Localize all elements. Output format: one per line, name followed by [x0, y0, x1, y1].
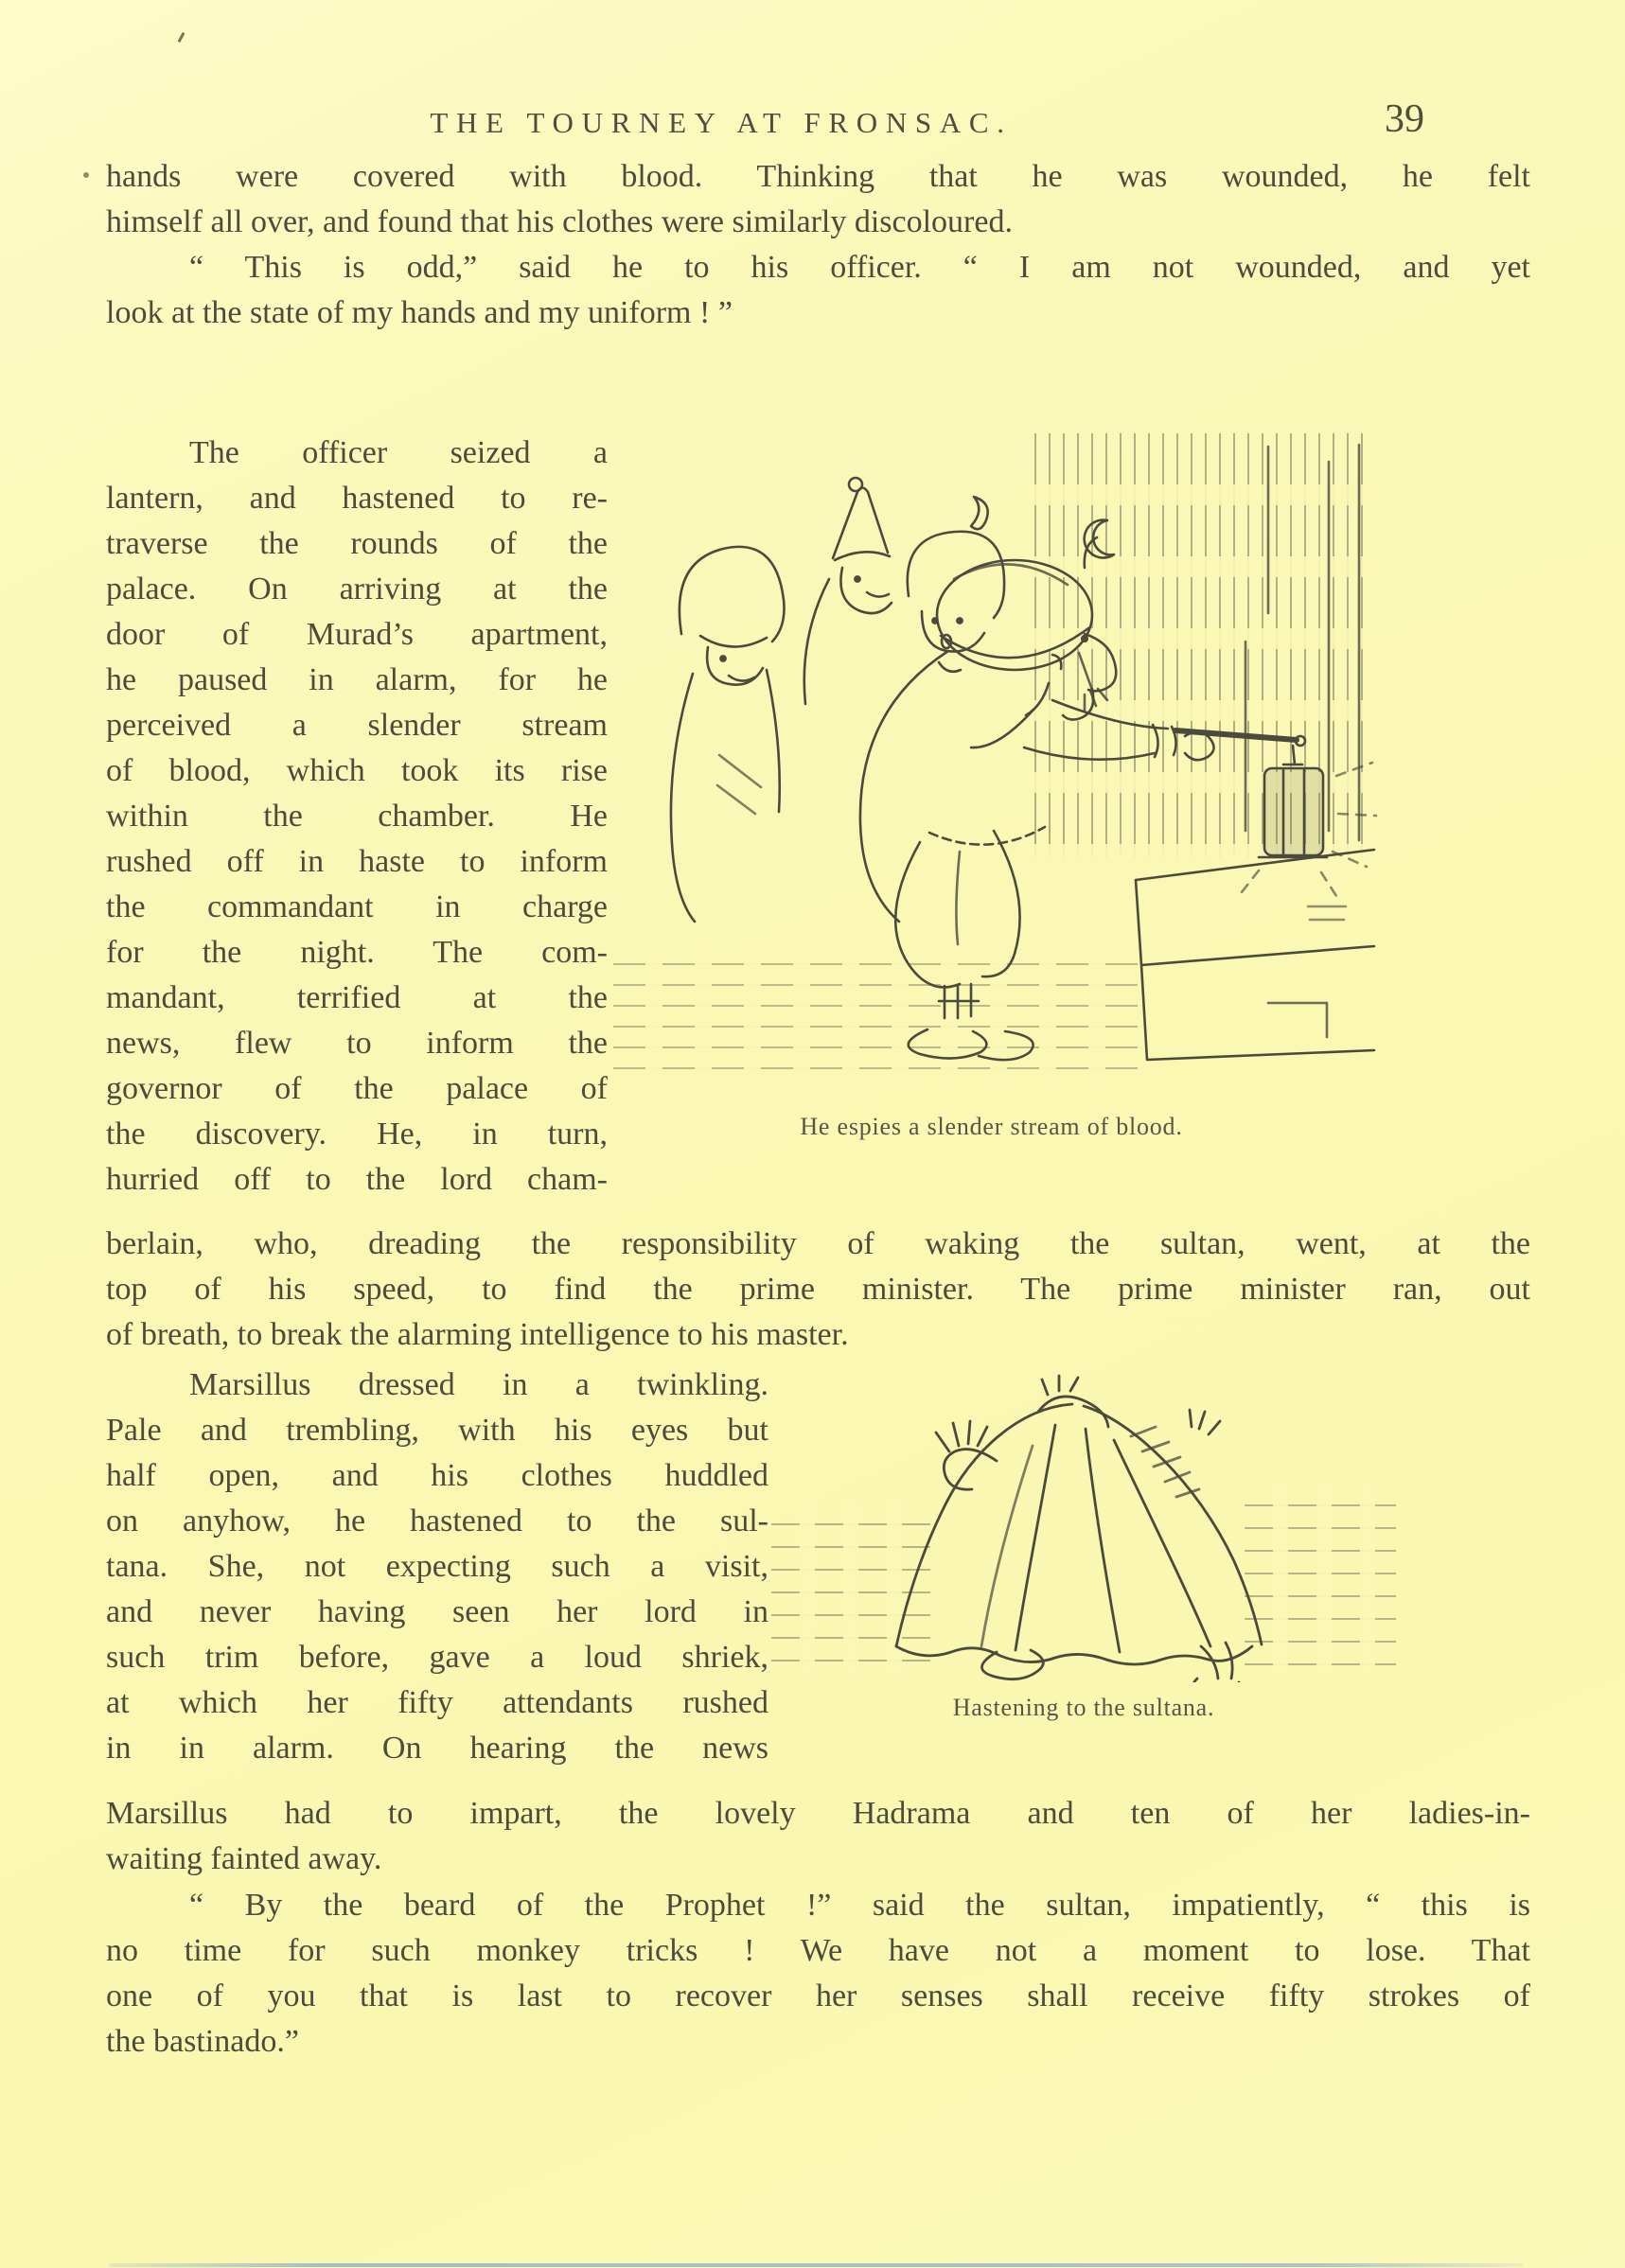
text-line: “ This is odd,” said he to his officer. “ I am not wounded, and yet — [189, 250, 1530, 285]
text-line: traverse the rounds of the — [106, 526, 608, 561]
text-line: one of you that is last to recover her senses shall receive fifty strokes of — [106, 1978, 1530, 2013]
text-line: half open, and his clothes huddled — [106, 1458, 768, 1493]
text-line: perceived a slender stream — [106, 708, 608, 743]
running-header-title: THE TOURNEY AT FRONSAC. — [430, 106, 1013, 139]
text-line: mandant, terrified at the — [106, 980, 608, 1015]
text-line: within the chamber. He — [106, 799, 608, 834]
illustration-lantern-drawing — [606, 433, 1377, 1101]
text-line: at which her fifty attendants rushed — [106, 1685, 768, 1720]
text-line: the commandant in charge — [106, 889, 608, 924]
paragraph-2 — [106, 245, 1530, 336]
text-line: news, flew to inform the — [106, 1026, 608, 1061]
engraving-figure — [771, 1370, 1396, 1682]
text-line: door of Murad’s apartment, — [106, 617, 608, 652]
text-line: hands were covered with blood. Thinking that he was wounded, he felt — [106, 159, 1530, 194]
illustration-lantern-scene — [606, 433, 1377, 1141]
text-line: rushed off in haste to inform — [106, 844, 608, 879]
text-line: on anyhow, he hastened to the sul- — [106, 1503, 768, 1538]
text-line: The officer seized a — [189, 435, 608, 470]
text-line: of blood, which took its rise — [106, 753, 608, 788]
illustration-running-drawing — [771, 1370, 1396, 1682]
illustration-running-scene — [771, 1370, 1396, 1722]
figure-2-caption: Hastening to the sultana. — [952, 1694, 1215, 1721]
text-line: himself all over, and found that his clothes were similarly discoloured. — [106, 204, 1013, 239]
paragraph-4-left-column — [106, 1363, 768, 1771]
text-line: such trim before, gave a loud shriek, — [106, 1640, 768, 1675]
ink-speck — [178, 32, 185, 43]
paragraph-4-full-width — [106, 1791, 1530, 1882]
text-line: and never having seen her lord in — [106, 1594, 768, 1629]
text-line: berlain, who, dreading the responsibility of waking the sultan, went, at the — [106, 1226, 1530, 1261]
text-line: governor of the palace of — [106, 1071, 608, 1106]
text-line: look at the state of my hands and my uniform ! ” — [106, 295, 733, 330]
text-line: tana. She, not expecting such a visit, — [106, 1549, 768, 1584]
paragraph-1 — [106, 154, 1530, 245]
text-line: waiting fainted away. — [106, 1841, 382, 1876]
page-number: 39 — [1385, 97, 1424, 141]
text-line: of breath, to break the alarming intelligence to his master. — [106, 1317, 849, 1352]
paragraph-3-full-width — [106, 1222, 1530, 1358]
text-line: Pale and trembling, with his eyes but — [106, 1413, 768, 1448]
text-line: palace. On arriving at the — [106, 571, 608, 607]
figure-1-caption: He espies a slender stream of blood. — [800, 1113, 1183, 1140]
text-line: for the night. The com- — [106, 935, 608, 970]
text-line: no time for such monkey tricks ! We have not a moment to lose. That — [106, 1933, 1530, 1968]
engraving-figures — [606, 433, 1377, 1101]
text-line: in in alarm. On hearing the news — [106, 1731, 768, 1766]
scan-edge-line — [109, 2263, 1524, 2267]
text-line: “ By the beard of the Prophet !” said the sultan, impatiently, “ this is — [189, 1888, 1530, 1923]
text-line: he paused in alarm, for he — [106, 662, 608, 697]
text-line: the bastinado.” — [106, 2024, 299, 2059]
text-line: hurried off to the lord cham- — [106, 1162, 608, 1197]
text-line: lantern, and hastened to re- — [106, 481, 608, 516]
text-line: top of his speed, to find the prime minister. The prime minister ran, out — [106, 1272, 1530, 1307]
text-line: Marsillus had to impart, the lovely Hadrama and ten of her ladies-in- — [106, 1796, 1530, 1831]
paragraph-5 — [106, 1883, 1530, 2065]
text-line: the discovery. He, in turn, — [106, 1116, 608, 1152]
text-line: Marsillus dressed in a twinkling. — [189, 1367, 768, 1402]
ink-speck — [83, 172, 89, 178]
paragraph-3-left-column — [106, 431, 608, 1203]
